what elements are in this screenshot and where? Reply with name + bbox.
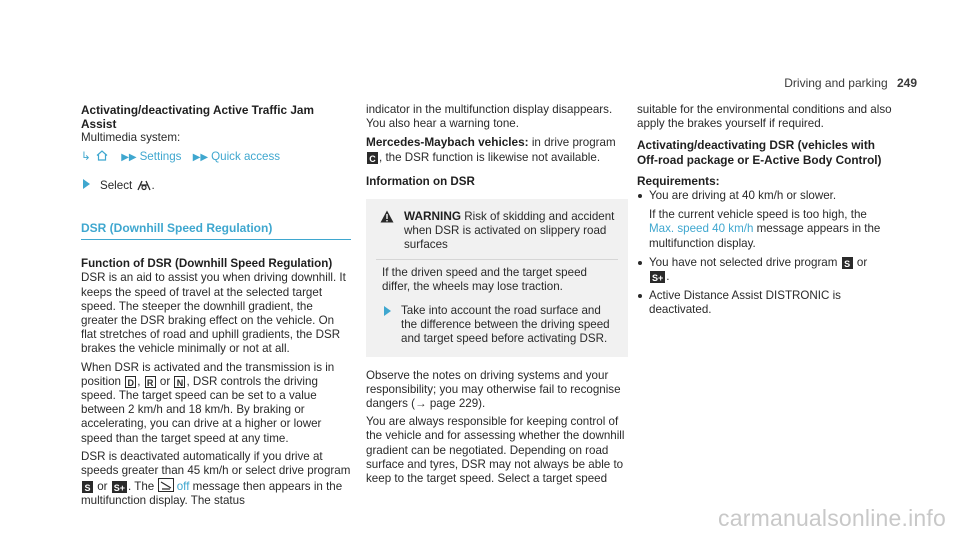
select-step: Select . [81,179,351,193]
paragraph-continued: suitable for the environmental conditions and also apply the brakes yourself if required. [637,103,892,131]
function-title: Function of DSR (Downhill Speed Regulation) [81,257,333,271]
list-item: You have not selected drive program S or S+ . [637,256,895,284]
activation-heading: Activating/deactivating DSR (vehicles with Off-road package or E-Active Body Control) [637,138,882,167]
paragraph-1: DSR is an aid to assist you when driving downhill. It keeps the speed of travel at the selected target speed. The steeper the downhill gradient, the greater the DSR braking effect on the vehicle. On flat stretches of road and uphill gradients, the DSR brakes the vehicle minimally or not at all. [81,271,346,356]
gear-r-symbol: R [145,376,156,388]
program-s-plus-symbol: S+ [113,483,126,494]
list-item: You are driving at 40 km/h or slower. If the current vehicle speed is too high, the Max. speed 40 km/h message appears in the multifunction display. [637,189,895,251]
step-triangle-icon [83,179,90,189]
chevron-double-icon: ▶▶ [121,151,137,163]
section-name: Driving and parking [784,76,888,90]
traffic-jam-heading: Activating/deactivating Active Traffic Jam Assist [81,103,314,132]
chevron-double-icon: ▶▶ [192,151,209,163]
path-settings[interactable]: Settings [139,149,182,163]
warning-box [366,199,628,357]
page-ref-link[interactable]: page 229 [429,397,479,411]
program-c-symbol: C [367,152,378,164]
program-s-symbol: S [842,257,853,269]
home-icon [96,150,108,161]
gear-n-symbol: N [174,376,185,388]
dsr-symbol-icon [158,478,174,492]
warning-text: Risk of skidding and accident when DSR is activated on slippery road surfaces [404,210,615,252]
list-item: Active Distance Assist DISTRONIC is deactivated. [637,289,895,317]
requirements-label: Requirements: [637,173,720,188]
dsr-section-title: DSR (Downhill Speed Regulation) [81,221,351,240]
paragraph-2: When DSR is activated and the transmission is in position D , R or N , DSR controls the driving speed. The target speed can be set to a value between 2 km/h and 18 km/h. By braking or accelerating, you can drive at a higher or lower speed than the target speed at any time. [81,360,335,445]
warning-action: Take into account the road surface and the difference between the driving speed and target speed before activating DSR. [376,304,618,347]
program-s-symbol: S [82,481,93,493]
warning-triangle-icon [380,210,394,223]
path-quick-access[interactable]: Quick access [211,149,281,163]
page-header [784,76,917,90]
traffic-jam-assist-icon [137,179,151,191]
page-ref-arrow-icon: → [414,397,427,411]
return-arrow-icon: ↳ [81,149,91,163]
responsibility-note: You are always responsible for keeping control of the vehicle and for assessing whether the downhill gradient can be negotiated. Depending on road surface and tyres, DSR may not always be able to keep to the target speed. Select a target speed [366,415,625,486]
column-middle [366,103,628,486]
column-right [637,103,895,318]
requirements-list [637,189,895,318]
max-speed-message: Max. speed 40 km/h [649,222,754,236]
paragraph-3: DSR is deactivated automatically if you drive at speeds greater than 45 km/h or select drive program S or S+ . The off message then appears in the multifunction display. The status [81,449,351,508]
watermark: carmanualsonline.info [718,504,946,531]
step-triangle-icon [384,306,391,316]
menu-path [81,150,351,165]
observe-notes: Observe the notes on driving systems and your responsibility; you may otherwise fail to recognise dangers (→ page 229). [366,368,621,411]
warning-detail: If the driven speed and the target speed differ, the wheels may lose traction. [376,259,618,294]
info-title: Information on DSR [366,174,475,188]
off-message: off [176,480,190,494]
warning-label: WARNING [404,209,462,224]
gear-d-symbol: D [125,376,136,388]
program-s-plus-symbol: S+ [652,273,664,284]
maybach-note: Mercedes-Maybach vehicles: in drive program C , the DSR function is likewise not available. [366,135,616,164]
column-left [81,103,351,509]
paragraph-continued: indicator in the multifunction display disappears. You also hear a warning tone. [366,103,613,131]
page-number: 249 [896,76,917,90]
system-label: Multimedia system: [81,131,181,145]
